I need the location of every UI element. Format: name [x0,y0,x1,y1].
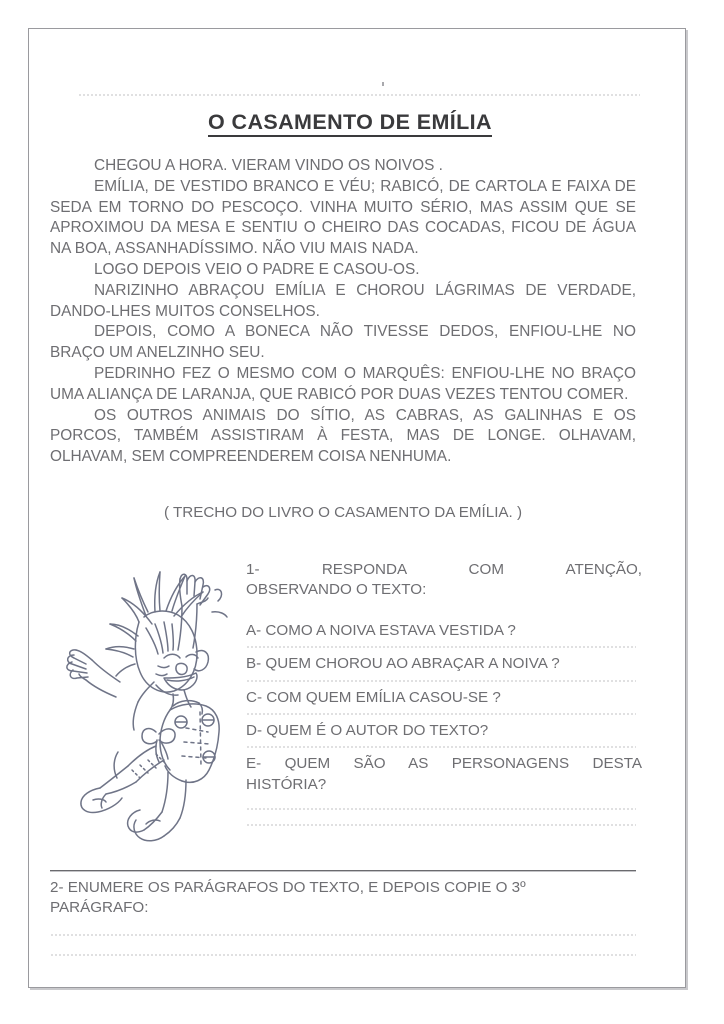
exercise-one-heading-line1: 1- RESPONDA COM ATENÇÃO, [246,561,642,578]
question-e [246,754,642,826]
question-d [246,721,642,748]
exercise-two-line2: PARÁGRAFO: [50,899,149,917]
spacer [246,816,642,824]
story-paragraph: CHEGOU A HORA. VIERAM VINDO OS NOIVOS . [94,157,443,174]
question-a [246,621,642,648]
question-e-label-line1: E- QUEM SÃO AS PERSONAGENS DESTA [246,755,642,773]
story-paragraph: NARIZINHO ABRAÇOU EMÍLIA E CHOROU LÁGRIMAS DE VERDADE, DANDO-LHES MUITOS CONSELHOS. [50,281,636,320]
question-c-label: C- COM QUEM EMÍLIA CASOU-SE ? [246,688,501,706]
story-paragraph: LOGO DEPOIS VEIO O PADRE E CASOU-OS. [94,260,420,278]
question-c [246,688,642,715]
answer-line-c[interactable] [246,713,636,715]
question-b-label: B- QUEM CHOROU AO ABRAÇAR A NOIVA ? [246,655,560,673]
answer-line-e-2[interactable] [246,824,636,826]
question-e-label [246,754,642,795]
exercise-one-heading-line2: OBSERVANDO O TEXTO: [246,581,427,599]
answer-line-b[interactable] [246,680,636,682]
answer-line-a[interactable] [246,646,636,648]
page-content [50,52,650,967]
page-title-text: O CASAMENTO DE EMÍLIA [208,110,492,137]
scan-artifact-dot [382,82,384,86]
spacer [246,800,642,808]
exercise-one-heading [246,560,642,601]
exercise-one [246,560,642,832]
story-paragraph: PEDRINHO FEZ O MESMO COM O MARQUÊS: ENFIOU-LHE NO BRAÇO UMA ALIANÇA DE LARANJA, QUE RABICÓ POR DUAS VEZES TENTOU COMER. [50,364,636,403]
source-citation: ( TRECHO DO LIVRO O CASAMENTO DA EMÍLIA. ) [163,504,523,521]
exercise-two-answer-area [50,934,636,974]
top-dotted-separator [78,94,640,96]
question-d-label: D- QUEM É O AUTOR DO TEXTO? [246,722,489,740]
story-text [50,156,636,468]
jumping-child-illustration [60,554,240,844]
exercise-two-answer-line-1[interactable] [50,934,636,936]
exercise-two-line1: 2- ENUMERE OS PARÁGRAFOS DO TEXTO, E DEPOIS COPIE O 3º [50,879,526,896]
question-a-label: A- COMO A NOIVA ESTAVA VESTIDA ? [246,621,516,639]
exercise-two [50,878,636,919]
page-title [50,110,650,135]
section-divider [50,870,636,871]
story-paragraph: EMÍLIA, DE VESTIDO BRANCO E VÉU; RABICÓ, DE CARTOLA E FAIXA DE SEDA EM TORNO DO PESCOÇO. VINHA MUITO SÉRIO, MAS ASSIM QUE SE APROXIMOU DA MESA E SENTIU O CHEIRO DAS COCADAS, FICOU DE ÁGUA NA BOA, ASSANHADÍSSIMO. NÃO VIU MAIS NADA. [50,177,636,258]
answer-line-e-1[interactable] [246,808,636,810]
exercise-two-answer-line-2[interactable] [50,954,636,956]
question-e-label-line2: HISTÓRIA? [246,775,327,793]
story-paragraph: DEPOIS, COMO A BONECA NÃO TIVESSE DEDOS, ENFIOU-LHE NO BRAÇO UM ANELZINHO SEU. [50,323,636,362]
question-b [246,654,642,681]
answer-line-d[interactable] [246,746,636,748]
story-paragraph: OS OUTROS ANIMAIS DO SÍTIO, AS CABRAS, AS GALINHAS E OS PORCOS, TAMBÉM ASSISTIRAM À FESTA, MAS DE LONGE. OLHAVAM, OLHAVAM, SEM COMPREENDEREM COISA NENHUMA. [50,406,636,466]
